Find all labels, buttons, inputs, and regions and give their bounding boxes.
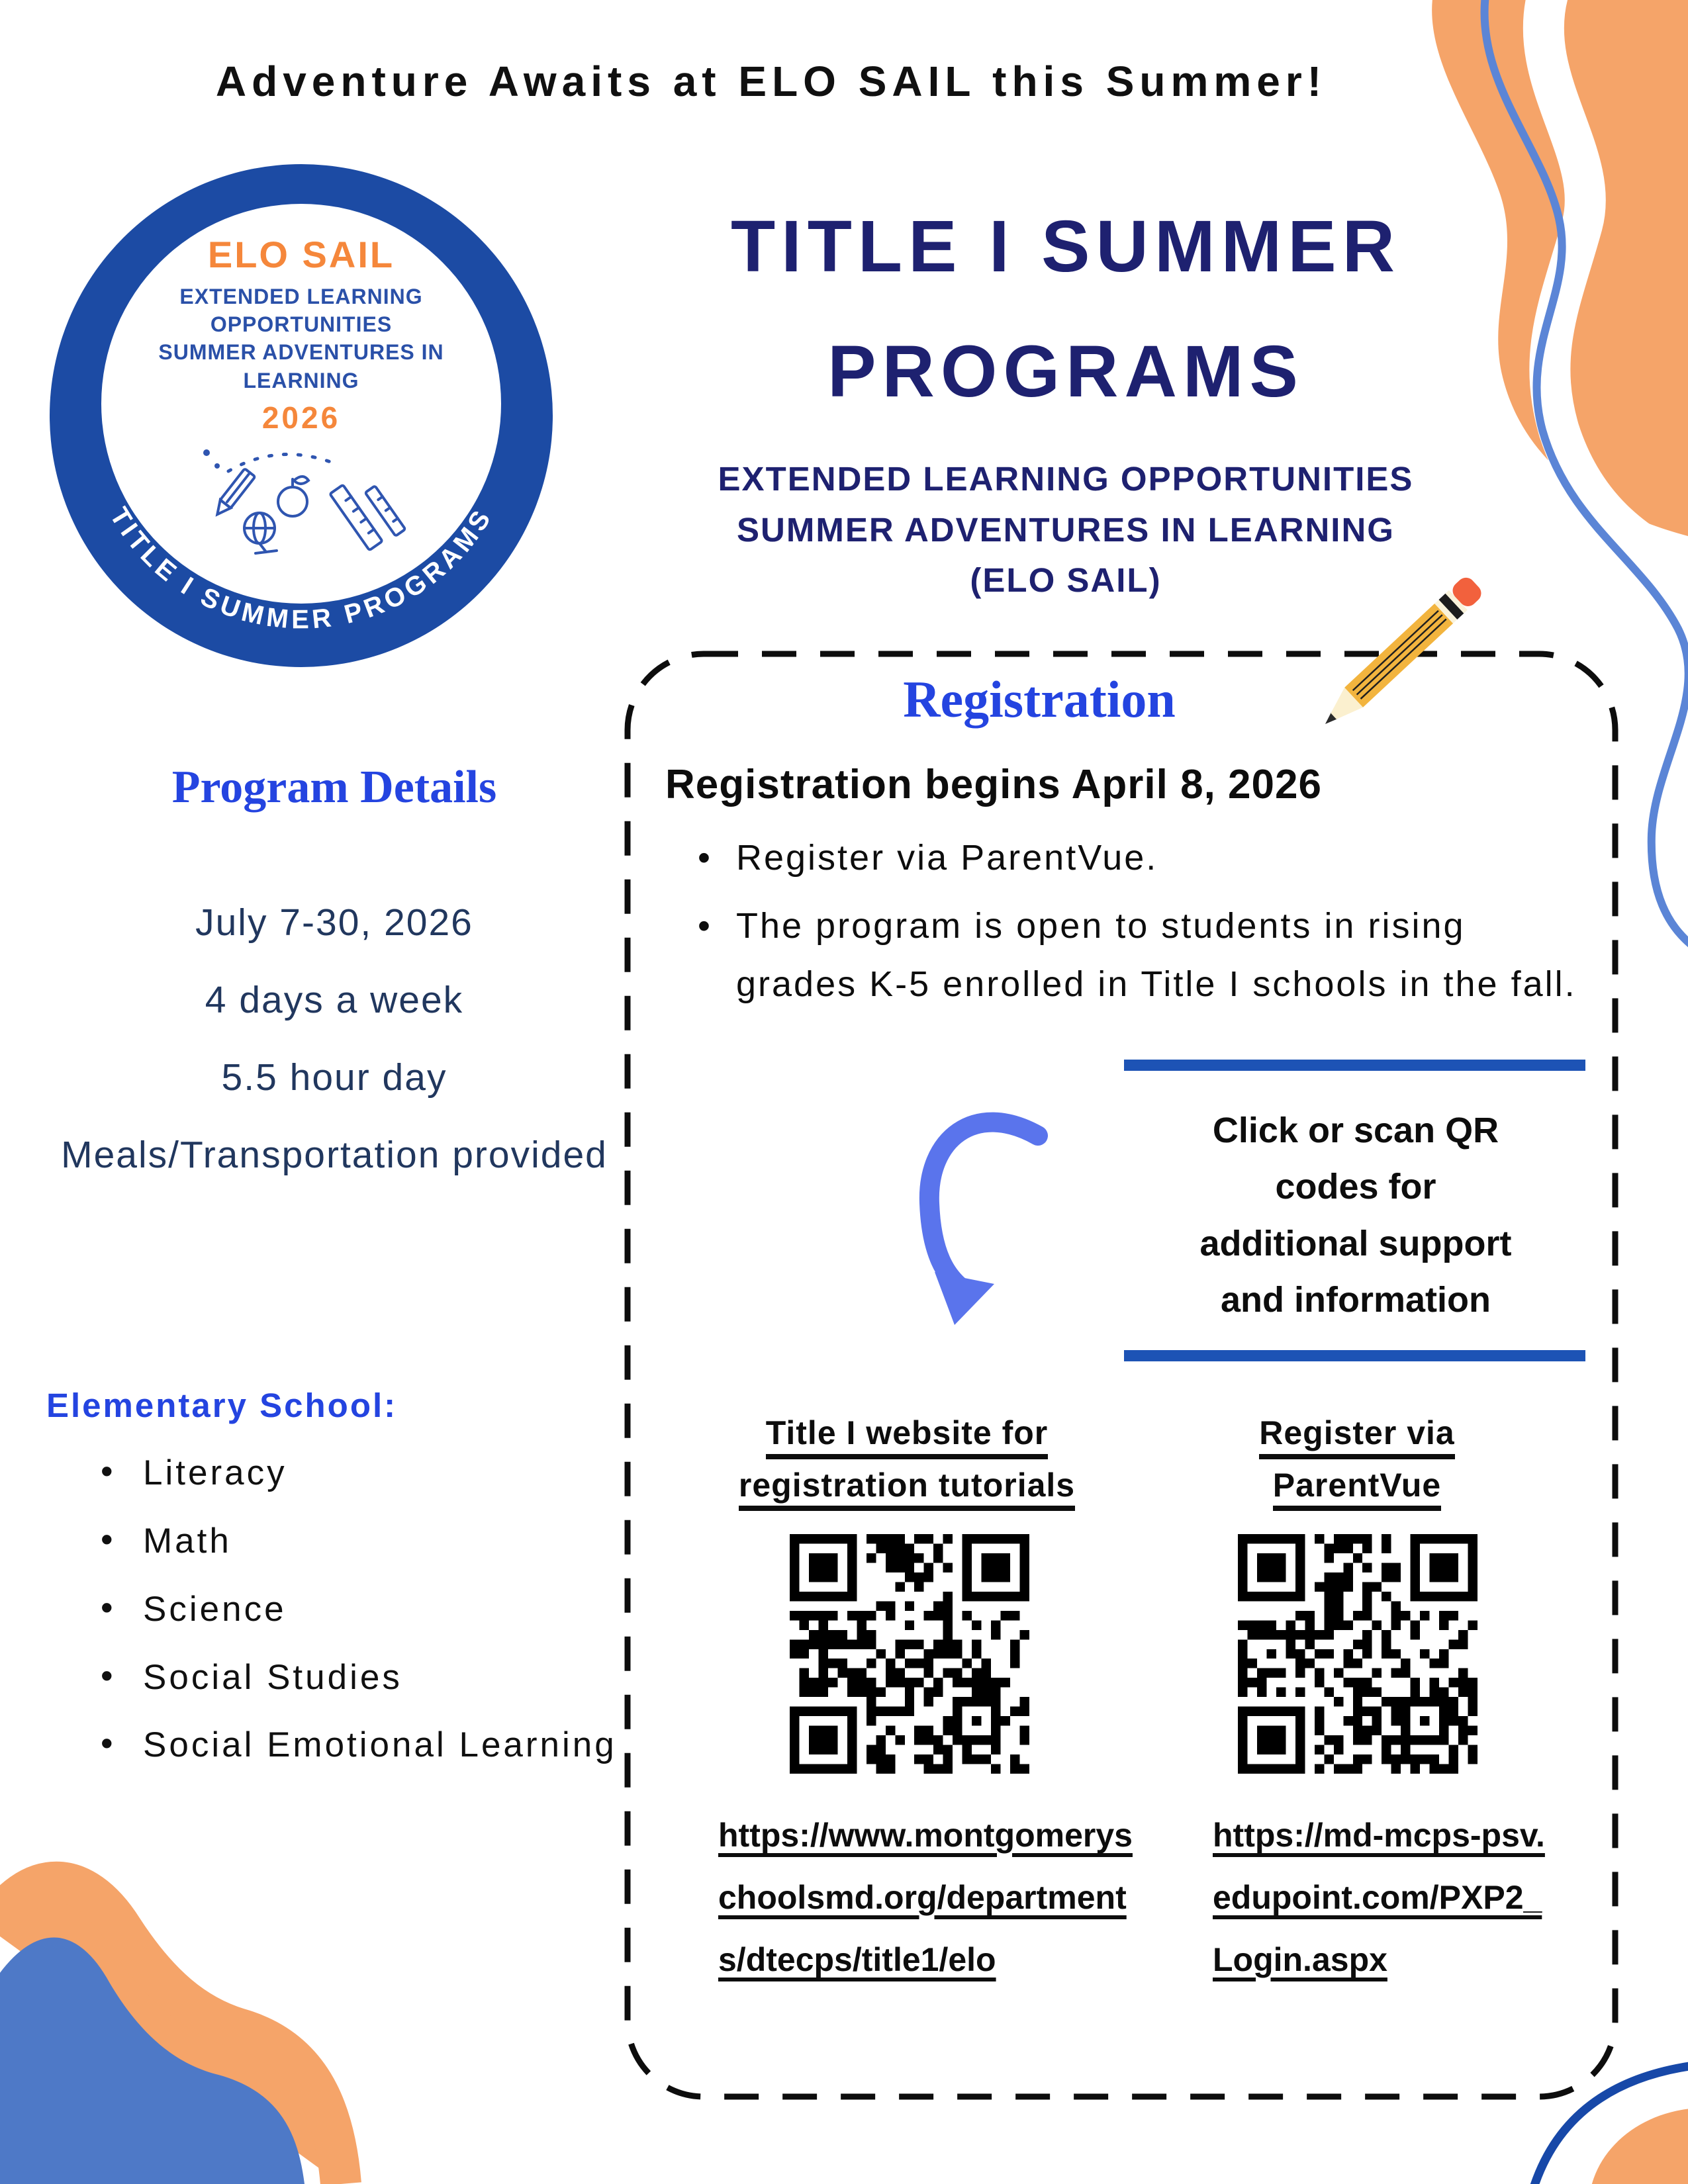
list-item: • Math [143,1516,633,1567]
qr-code-parentvue[interactable] [1238,1534,1477,1774]
registration-intro: Registration begins April 8, 2026 [665,762,1322,807]
logo-brand-text: ELO SAIL [207,234,395,275]
page-headline: Adventure Awaits at ELO SAIL this Summer! [215,58,1327,105]
elementary-subject-list [86,1448,633,1788]
program-hours: 5.5 hour day [221,1056,447,1099]
program-days: 4 days a week [205,978,464,1021]
svg-text:TITLE I SUMMER PROGRAMS: TITLE I SUMMER PROGRAMS [104,502,498,635]
logo-ring-text [50,164,553,667]
divider-bar-bottom [1124,1350,1585,1361]
registration-heading: Registration [903,670,1176,728]
qr-code-title1-website[interactable] [790,1534,1029,1774]
qr-right-label-link[interactable]: Register via ParentVue [1185,1414,1529,1518]
page-subtitle: EXTENDED LEARNING OPPORTUNITIES SUMMER ADVENTURES IN LEARNING (ELO SAIL) [718,460,1414,600]
qr-callout-text: Click or scan QR codes for additional support and information [1199,1111,1512,1320]
list-item: • The program is open to students in rising grades K-5 enrolled in Title I schools in the fall. [736,897,1597,1014]
program-details-heading: Program Details [171,762,497,813]
registration-bullet-list [688,829,1597,1023]
list-item: • Science [143,1584,633,1635]
list-item: • Social Emotional Learning [143,1720,633,1771]
elo-sail-logo-badge [50,164,553,667]
program-meals: Meals/Transportation provided [61,1133,608,1176]
title1-website-url-link[interactable]: https://www.montgomeryschoolsmd.org/departments/dtecps/title1/elo [718,1817,1133,1978]
program-details-text [30,884,639,1193]
list-item: • Literacy [143,1448,633,1499]
page-title-line1: TITLE I SUMMER [730,206,1401,287]
qr-left-label-link[interactable]: Title I website for registration tutorials [695,1414,1119,1518]
parentvue-url-link[interactable]: https://md-mcps-psv.edupoint.com/PXP2_Login.aspx [1213,1817,1545,1978]
elementary-school-heading: Elementary School: [46,1387,398,1424]
list-item: • Social Studies [143,1653,633,1704]
page-title-line2: PROGRAMS [827,331,1304,413]
logo-subtitle: EXTENDED LEARNING OPPORTUNITIES SUMMER ADVENTURES IN LEARNING [158,285,444,392]
program-dates: July 7-30, 2026 [195,901,473,944]
divider-bar-top [1124,1060,1585,1071]
logo-year: 2026 [261,400,341,435]
list-item: • Register via ParentVue. [736,829,1597,887]
main-title-block [596,184,1536,606]
